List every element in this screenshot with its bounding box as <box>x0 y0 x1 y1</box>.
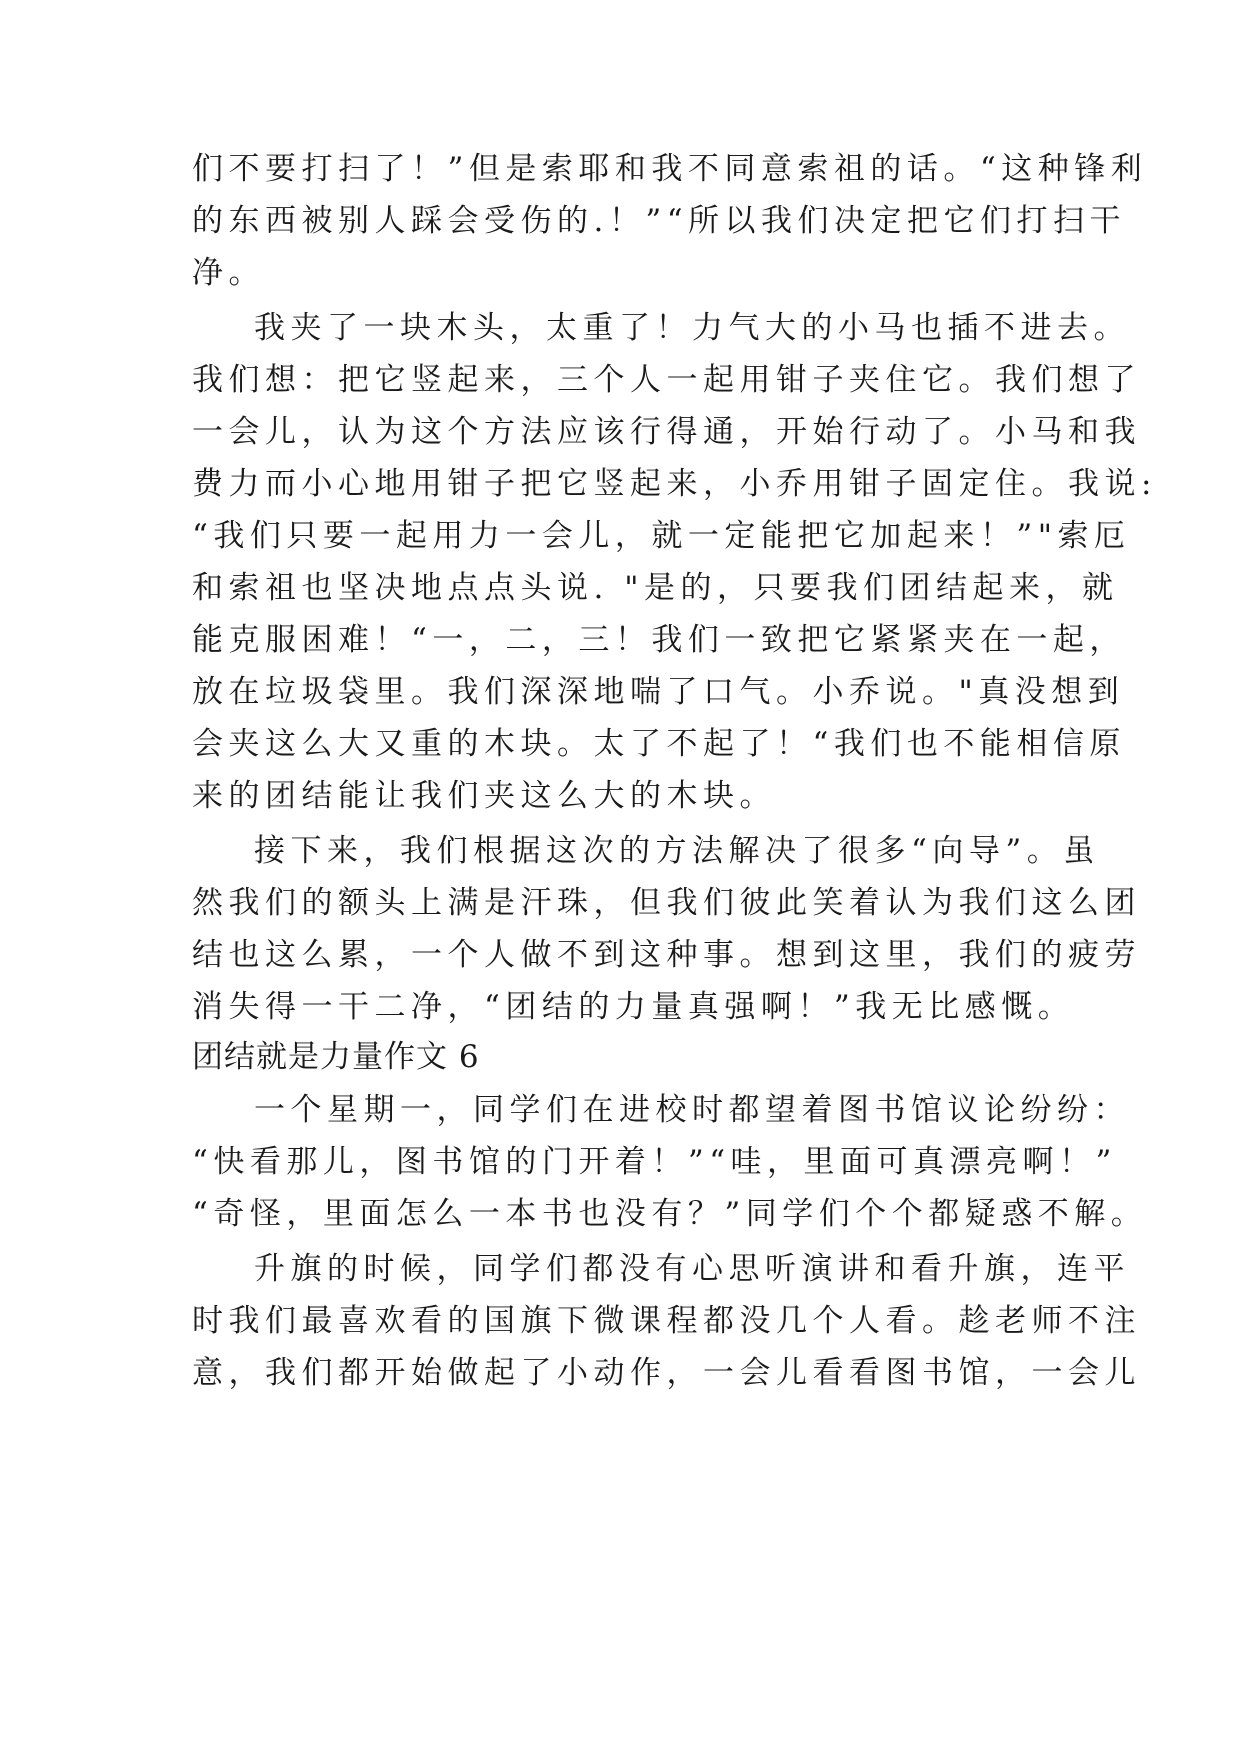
text-line: 我们想：把它竖起来，三个人一起用钳子夹住它。我们想了 <box>192 362 1141 398</box>
text-line: “我们只要一起用力一会儿，就一定能把它加起来！”"索厄 <box>192 518 1131 554</box>
text-line: 一会儿，认为这个方法应该行得通，开始行动了。小马和我 <box>192 414 1141 450</box>
text-line: 们不要打扫了！”但是索耶和我不同意索祖的话。“这种锋利 <box>192 151 1148 187</box>
text-line: 的东西被别人踩会受伤的.！”“所以我们决定把它们打扫干 <box>192 203 1127 239</box>
text-line: “快看那儿，图书馆的门开着！”“哇，里面可真漂亮啊！” <box>192 1144 1117 1180</box>
paragraph-first-line: 升旗的时候，同学们都没有心思听演讲和看升旗，连平 <box>254 1251 1130 1287</box>
text-line: 然我们的额头上满是汗珠，但我们彼此笑着认为我们这么团 <box>192 885 1141 921</box>
text-line: 消失得一干二净，“团结的力量真强啊！”我无比感慨。 <box>192 989 1075 1025</box>
text-line: 时我们最喜欢看的国旗下微课程都没几个人看。趁老师不注 <box>192 1303 1141 1339</box>
text-line: “奇怪，里面怎么一本书也没有？”同学们个个都疑惑不解。 <box>192 1196 1148 1232</box>
paragraph-first-line: 一个星期一，同学们在进校时都望着图书馆议论纷纷： <box>254 1092 1130 1128</box>
section-heading: 团结就是力量作文 6 <box>192 1039 480 1075</box>
text-line: 来的团结能让我们夹这么大的木块。 <box>192 778 776 814</box>
text-line: 费力而小心地用钳子把它竖起来，小乔用钳子固定住。我说: <box>192 466 1157 502</box>
text-line: 和索祖也坚决地点点头说. "是的，只要我们团结起来，就 <box>192 570 1119 606</box>
text-line: 放在垃圾袋里。我们深深地喘了口气。小乔说。"真没想到 <box>192 674 1125 710</box>
paragraph-first-line: 接下来，我们根据这次的方法解决了很多“向导”。虽 <box>254 833 1100 869</box>
text-line: 意，我们都开始做起了小动作，一会儿看看图书馆，一会儿 <box>192 1355 1141 1391</box>
text-line: 净。 <box>192 255 265 291</box>
text-line: 能克服困难！“一，二，三！我们一致把它紧紧夹在一起， <box>192 622 1126 658</box>
paragraph-first-line: 我夹了一块木头，太重了！力气大的小马也插不进去。 <box>254 310 1130 346</box>
text-line: 结也这么累，一个人做不到这种事。想到这里，我们的疲劳 <box>192 937 1141 973</box>
text-line: 会夹这么大又重的木块。太了不起了！“我们也不能相信原 <box>192 726 1126 762</box>
